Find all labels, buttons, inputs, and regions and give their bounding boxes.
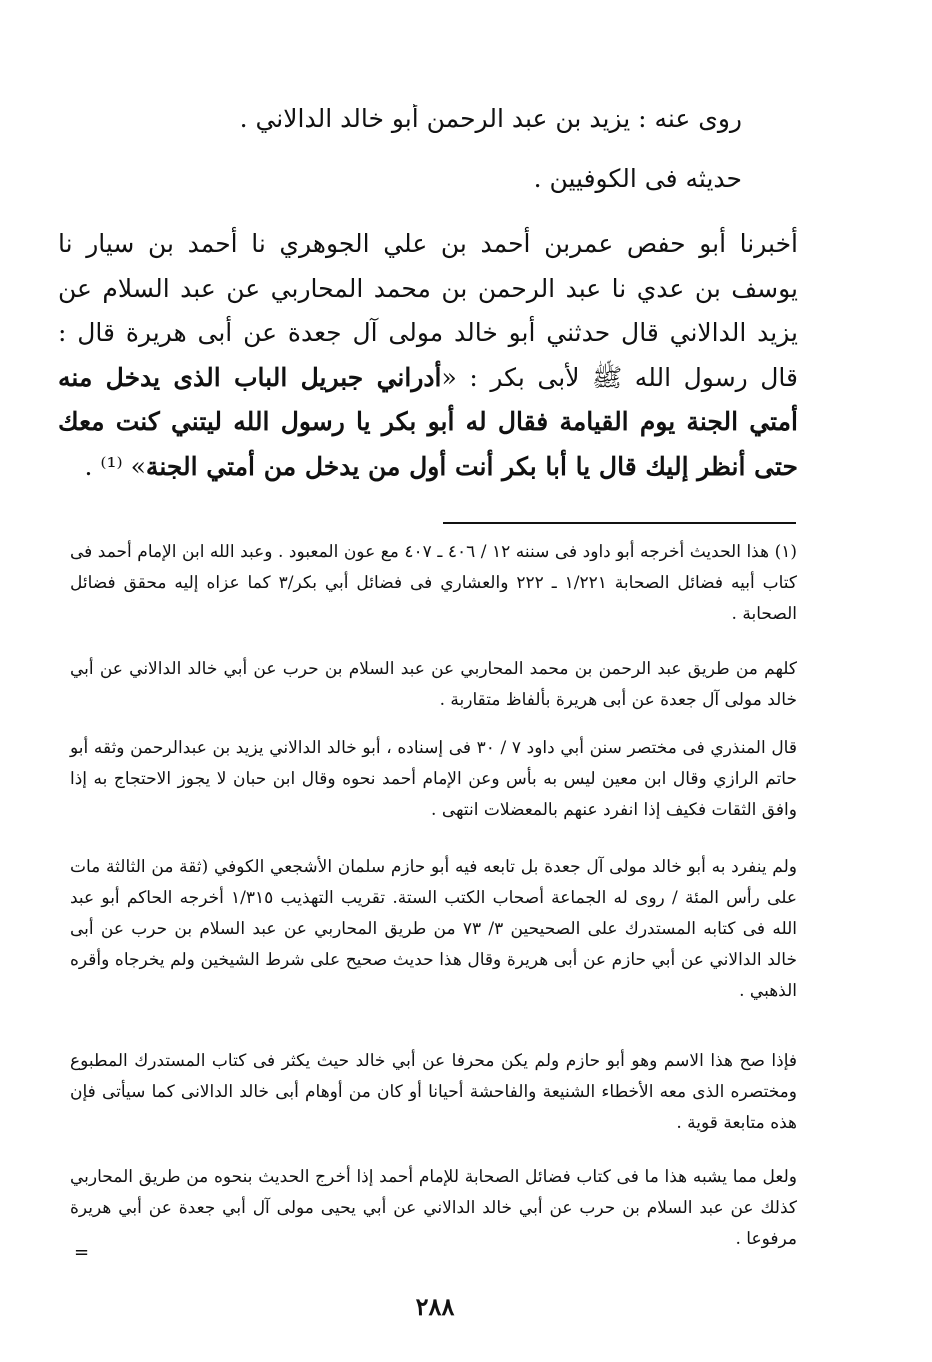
narrator-line: روى عنه : يزيد بن عبد الرحمن أبو خالد الدالاني .	[239, 104, 742, 133]
page-number: ٢٨٨	[415, 1292, 455, 1321]
footnote-separator	[443, 522, 796, 524]
footnote-paragraph-6: ولعل مما يشبه هذا ما فى كتاب فضائل الصحابة للإمام أحمد إذا أخرج الحديث بنحوه من طريق المحاربي كذلك عن عبد السلام بن حرب عن أبي خالد الدالاني عن أبي يحيى مولى آل أبي جعدة عن أبي هريرة مرفوعا .	[70, 1167, 797, 1249]
footnote-paragraph-4: ولم ينفرد به أبو خالد مولى آل جعدة بل تابعه فيه أبو حازم سلمان الأشجعي الكوفي (ثقة من الثالثة مات على رأس المئة / روى له الجماعة أصحاب الكتب الستة. تقريب التهذيب ١/٣١٥ أخرجه الحاكم أبو عبد الله فى كتابه المستدرك على الصحيحين ٣/ ٧٣ من طريق المحاربي عن عبد السلام بن حرب عن أبى خالد الدالاني عن أبي حازم عن أبى هريرة وقال هذا حديث صحيح على شرط الشيخين ولم يخرجاه وأقره الذهبي .	[70, 857, 797, 1001]
continuation-mark: =	[74, 1242, 90, 1263]
hadith-paragraph	[58, 222, 798, 490]
footnote-paragraph-2: كلهم من طريق عبد الرحمن بن محمد المحاربي عن عبد السلام بن حرب عن أبي خالد الدالاني عن أبي خالد مولى آل جعدة عن أبى هريرة بألفاظ متقاربة .	[70, 659, 797, 710]
hadith-region-line: حديثه فى الكوفيين .	[533, 164, 742, 193]
footnote-paragraph-5: فإذا صح هذا الاسم وهو أبو حازم ولم يكن محرفا عن أبي خالد حيث يكثر فى كتاب المستدرك المطبوع ومختصره الذى معه الأخطاء الشنيعة والفاحشة أحيانا أو كان من أوهام أبى خالد الدالانى كما سيأتى فإن هذه متابعة قوية .	[70, 1051, 797, 1133]
footnote-1: (١) هذا الحديث أخرجه أبو داود فى سننه ١٢ / ٤٠٦ ـ ٤٠٧ مع عون المعبود . وعبد الله ابن الإمام أحمد فى كتاب أبيه فضائل الصحابة ١/٢٢١ ـ ٢٢٢ والعشاري فى فضائل أبي بكر/٣ كما عزاه إليه محقق فضائل الصحابة .	[70, 542, 797, 624]
matn-bold-text: أدراني جبريل الباب الذى يدخل منه أمتي الجنة يوم القيامة فقال له أبو بكر يا رسول الله ليتني كنت معك حتى أنظر إليك قال يا أبا بكر أنت أول من يدخل من أمتي الجنة	[58, 362, 798, 481]
isnad-text: أخبرنا أبو حفص عمربن أحمد بن علي الجوهري نا أحمد بن سيار نا يوسف بن عدي نا عبد الرحمن بن محمد المحاربي عن عبد السلام عن يزيد الدالاني قال حدثني أبو خالد مولى آل جعدة عن أبى هريرة قال : قال رسول الله ﷺ لأبى بكر : «	[58, 229, 798, 392]
footnote-paragraph-3: قال المنذري فى مختصر سنن أبي داود ٧ / ٣٠ فى إسناده ، أبو خالد الدالاني يزيد بن عبدالرحمن وثقه أبو حاتم الرازي وقال ابن معين ليس به بأس وعن الإمام أحمد نحوه وقال ابن حبان لا يجوز الاحتجاج به إذا وافق الثقات فكيف إذا انفرد عنهم بالمعضلات انتهى .	[70, 738, 797, 820]
matn-closing: » ⁽¹⁾ .	[84, 451, 146, 481]
